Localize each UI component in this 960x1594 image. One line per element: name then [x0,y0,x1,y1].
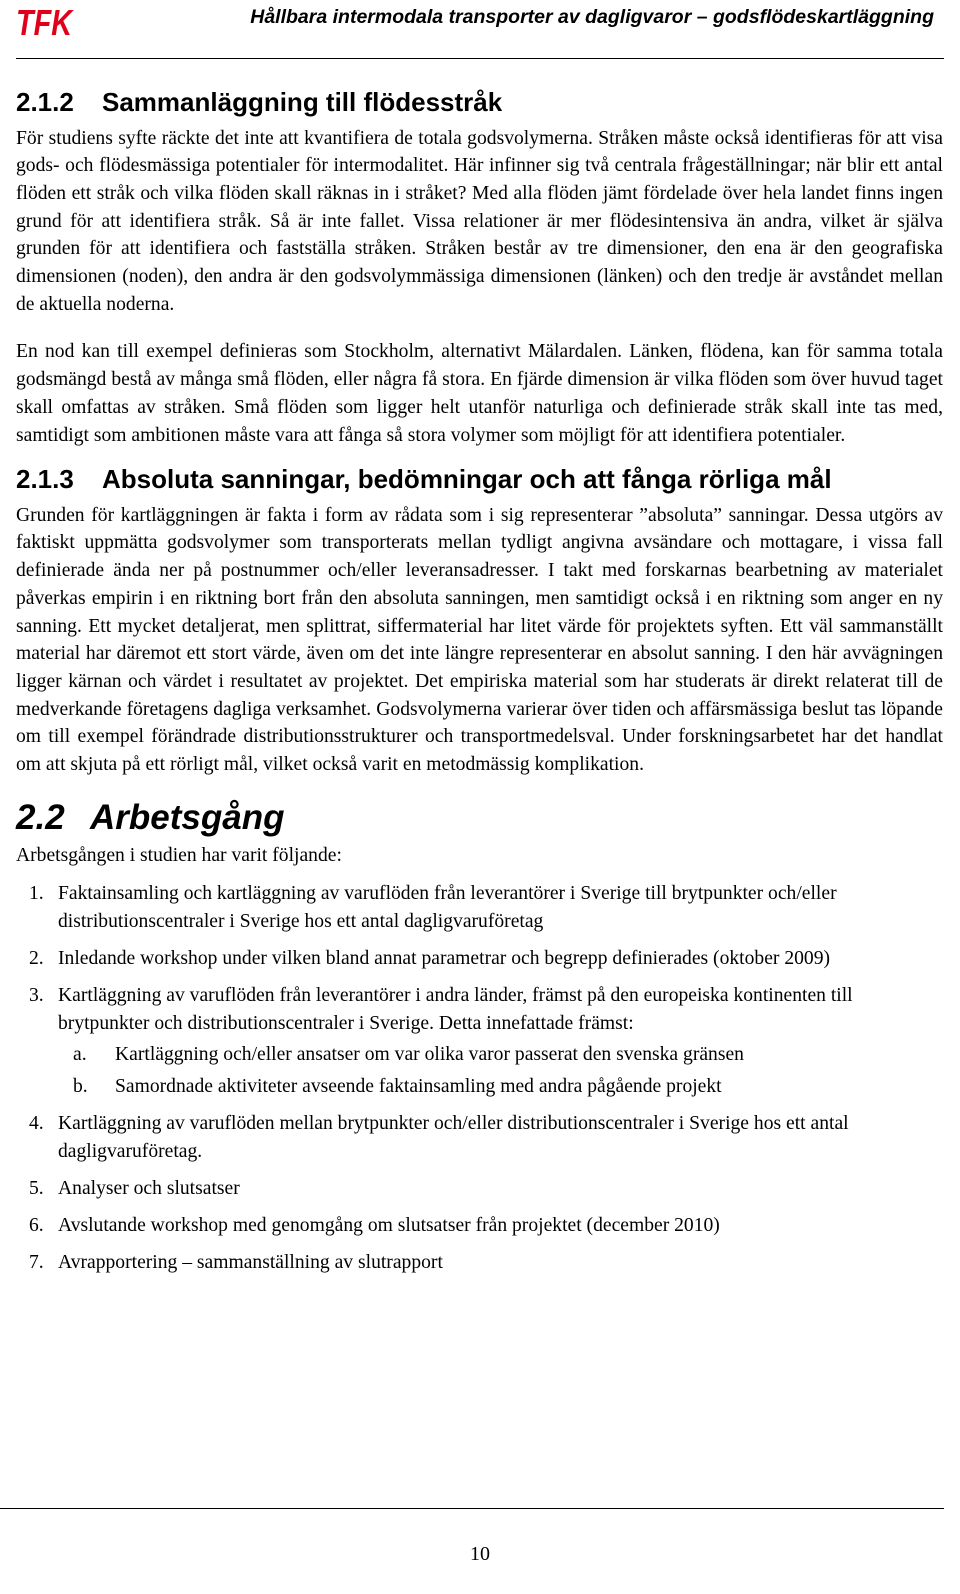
list-number: 4. [29,1112,44,1134]
section-2-1-2-heading [16,86,943,119]
page-header [16,0,944,59]
list-text: Avrapportering – sammanställning av slutrapport [58,1251,443,1273]
section-2-2-heading [16,795,943,841]
header-title: Hållbara intermodala transporter av dagligvaror – godsflödeskartläggning [250,6,934,28]
sub-list-item [58,1073,943,1101]
sub-list-letter: b. [73,1075,88,1097]
tfk-logo [16,2,76,42]
list-item [16,880,943,936]
sub-list-letter: a. [73,1043,87,1065]
list-text: Inledande workshop under vilken bland annat parametrar och begrepp definierades (oktober 2009) [58,947,831,969]
list-number: 7. [29,1251,44,1273]
section-title: Absoluta sanningar, bedömningar och att fånga rörliga mål [102,464,832,495]
sub-list-item [58,1041,943,1069]
section-number: 2.2 [16,797,65,837]
paragraph: En nod kan till exempel definieras som Stockholm, alternativt Mälardalen. Länken, flödena, kan för samma totala godsmängd bestå av många små flöden, eller några få stora. En fjärde dimension är vilka flöden som över huvud taget skall omfattas av stråken. Små flöden som ligger helt utanför naturliga och definierade stråk skall inte tas med, samtidigt som ambitionen måste vara att fånga så stora volymer som möjligt för att identifiera potentialer. [16,341,943,446]
list-item [16,1249,943,1277]
list-item [16,945,943,973]
list-number: 3. [29,984,44,1006]
list-number: 6. [29,1214,44,1236]
sub-list-text: Samordnade aktiviteter avseende faktainsamling med andra pågående projekt [115,1075,722,1097]
section-2-1-3-heading [16,463,943,496]
list-intro: Arbetsgången i studien har varit följande: [16,845,342,867]
list-item [16,1212,943,1240]
list-item [16,1110,943,1166]
list-text: Analyser och slutsatser [58,1177,240,1199]
footer-divider [0,1508,944,1509]
list-text: Kartläggning av varuflöden från leverantörer i andra länder, främst på den europeiska kontinenten till brytpunkter och distributionscentraler i Sverige. Detta innefattade främst: [58,984,853,1034]
paragraph: Grunden för kartläggningen är fakta i form av rådata som i sig representerar ”absoluta” sanningar. Dessa utgörs av faktiskt uppmätta godsvolymer som transporterats mellan tydligt angivna avsändare och mottagare, i vissa fall definierade ända ner på postnummer och/eller leveransadresser. I takt med forskarnas bearbetning av materialet påverkas empirin i en riktning bort från den absoluta sanningen, men samtidigt också i en riktning som anger en ny sanning. Ett mycket detaljerat, men splittrat, siffermaterial har litet värde för projektets syften. Ett väl sammanställt material har däremot ett stort värde, även om det inte längre representerar en absolut sanning. I den här avvägningen ligger kärnan och värdet i resultatet av projektet. Det empiriska material som har studerats är direkt relaterat till de medverkande företagens dagliga verksamhet. Godsvolymerna varierar över tiden och affärsmässiga beslut tas löpande om till exempel förändrade distributionsstrukturer och transportmedelsval. Under forskningsarbetet har det handlat om att skjuta på ett rörligt mål, vilket också varit en metodmässig komplikation. [16,504,943,776]
work-steps-list [16,880,943,1277]
page-number: 10 [470,1543,490,1565]
sub-list [58,1041,943,1101]
list-item [16,982,943,1101]
section-number: 2.1.2 [16,87,74,117]
list-number: 2. [29,947,44,969]
list-text: Avslutande workshop med genomgång om slutsatser från projektet (december 2010) [58,1214,720,1236]
section-title: Arbetsgång [90,797,285,837]
page-content [16,86,943,1286]
list-text: Kartläggning av varuflöden mellan brytpunkter och/eller distributionscentraler i Sverige hos ett antal dagligvaruföretag. [58,1112,849,1162]
tfk-logo-text: TFK [16,2,75,43]
section-title: Sammanläggning till flödesstråk [102,87,503,117]
sub-list-text: Kartläggning och/eller ansatser om var olika varor passerat den svenska gränsen [115,1043,744,1065]
list-number: 5. [29,1177,44,1199]
paragraph: För studiens syfte räckte det inte att kvantifiera de totala godsvolymerna. Stråken måste också identifieras för att visa gods- och flödesmässiga potentialer för intermodalitet. Här infinner sig två centrala frågeställningar; när blir ett antal flöden ett stråk och vilka flöden skall räknas in i stråket? Med alla flöden jämt fördelade över hela landet finns ingen grund för att identifiera stråk. Så är inte fallet. Vissa relationer är mer flödesintensiva än andra, vilket är själva grunden för att identifiera och fastställa stråken. Stråken består av tre dimensioner, den ena är den geografiska dimensionen (noden), den andra är den godsvolymmässiga dimensionen (länken) och den tredje är avståndet mellan de aktuella noderna. [16,127,943,315]
list-item [16,1175,943,1203]
list-text: Faktainsamling och kartläggning av varuflöden från leverantörer i Sverige till brytpunkter och/eller distributionscentraler i Sverige hos ett antal dagligvaruföretag [58,882,837,932]
list-number: 1. [29,882,44,904]
section-number: 2.1.3 [16,464,74,495]
